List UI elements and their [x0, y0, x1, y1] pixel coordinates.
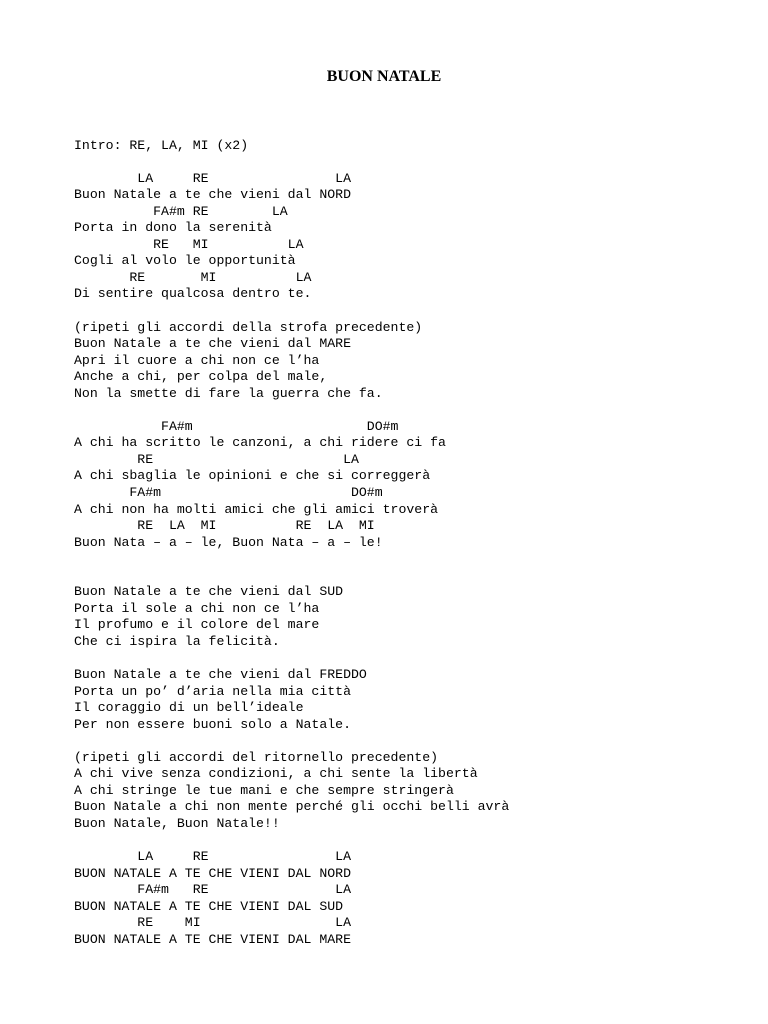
lyric-line: Buon Natale a te che vieni dal NORD — [74, 187, 351, 203]
blank-line — [74, 551, 754, 568]
chord-line: FA#m RE LA — [74, 882, 351, 898]
lyric-line: Apri il cuore a chi non ce l’ha — [74, 352, 320, 368]
blank-line — [74, 121, 754, 138]
chord-line: RE MI LA — [74, 915, 351, 931]
chord-line: FA#m DO#m — [74, 418, 399, 434]
blank-line — [74, 733, 754, 750]
blank-line — [74, 154, 754, 171]
lyric-line: Buon Nata – a – le, Buon Nata – a – le! — [74, 534, 383, 550]
chord-line: LA RE LA — [74, 170, 351, 186]
blank-line — [74, 303, 754, 320]
lyric-line: A chi non ha molti amici che gli amici troverà — [74, 501, 439, 517]
lyric-line: Buon Natale, Buon Natale!! — [74, 815, 280, 831]
blank-line — [74, 651, 754, 668]
chord-line: LA RE LA — [74, 849, 351, 865]
lyric-line: Cogli al volo le opportunità — [74, 253, 296, 269]
lyric-line: A chi sbaglia le opinioni e che si correggerà — [74, 468, 431, 484]
chord-sheet — [74, 121, 754, 948]
lyric-line: BUON NATALE A TE CHE VIENI DAL SUD — [74, 898, 344, 914]
lyric-line: Buon Natale a te che vieni dal SUD — [74, 584, 344, 600]
chord-line: RE LA MI RE LA MI — [74, 518, 375, 534]
lyric-line: Non la smette di fare la guerra che fa. — [74, 385, 383, 401]
lyric-line: Porta il sole a chi non ce l’ha — [74, 600, 320, 616]
blank-line — [74, 568, 754, 585]
lyric-line: BUON NATALE A TE CHE VIENI DAL NORD — [74, 865, 351, 881]
chord-line: FA#m RE LA — [74, 203, 288, 219]
lyric-line: Il coraggio di un bell’ideale — [74, 700, 304, 716]
chord-line: RE MI LA — [74, 269, 312, 285]
lyric-line: Il profumo e il colore del mare — [74, 617, 320, 633]
lyric-line: BUON NATALE A TE CHE VIENI DAL MARE — [74, 931, 351, 947]
lyric-line: Buon Natale a chi non mente perché gli occhi belli avrà — [74, 799, 510, 815]
lyric-line: (ripeti gli accordi del ritornello precedente) — [74, 749, 439, 765]
chord-line: RE LA — [74, 451, 359, 467]
lyric-line: Intro: RE, LA, MI (x2) — [74, 137, 249, 153]
lyric-line: Di sentire qualcosa dentro te. — [74, 286, 312, 302]
blank-line — [74, 402, 754, 419]
lyric-line: A chi vive senza condizioni, a chi sente la libertà — [74, 766, 478, 782]
song-title: BUON NATALE — [326, 68, 442, 85]
lyric-line: (ripeti gli accordi della strofa precedente) — [74, 319, 423, 335]
lyric-line: A chi stringe le tue mani e che sempre stringerà — [74, 782, 454, 798]
lyric-line: Anche a chi, per colpa del male, — [74, 369, 328, 385]
lyric-line: Buon Natale a te che vieni dal MARE — [74, 336, 351, 352]
lyric-line: Che ci ispira la felicità. — [74, 633, 280, 649]
lyric-line: Buon Natale a te che vieni dal FREDDO — [74, 667, 367, 683]
lyric-line: Porta un po’ d’aria nella mia città — [74, 683, 351, 699]
chord-line: FA#m DO#m — [74, 485, 383, 501]
lyric-line: Per non essere buoni solo a Natale. — [74, 716, 351, 732]
lyric-line: A chi ha scritto le canzoni, a chi ridere ci fa — [74, 435, 446, 451]
lyric-line: Porta in dono la serenità — [74, 220, 272, 236]
blank-line — [74, 833, 754, 850]
chord-line: RE MI LA — [74, 236, 304, 252]
